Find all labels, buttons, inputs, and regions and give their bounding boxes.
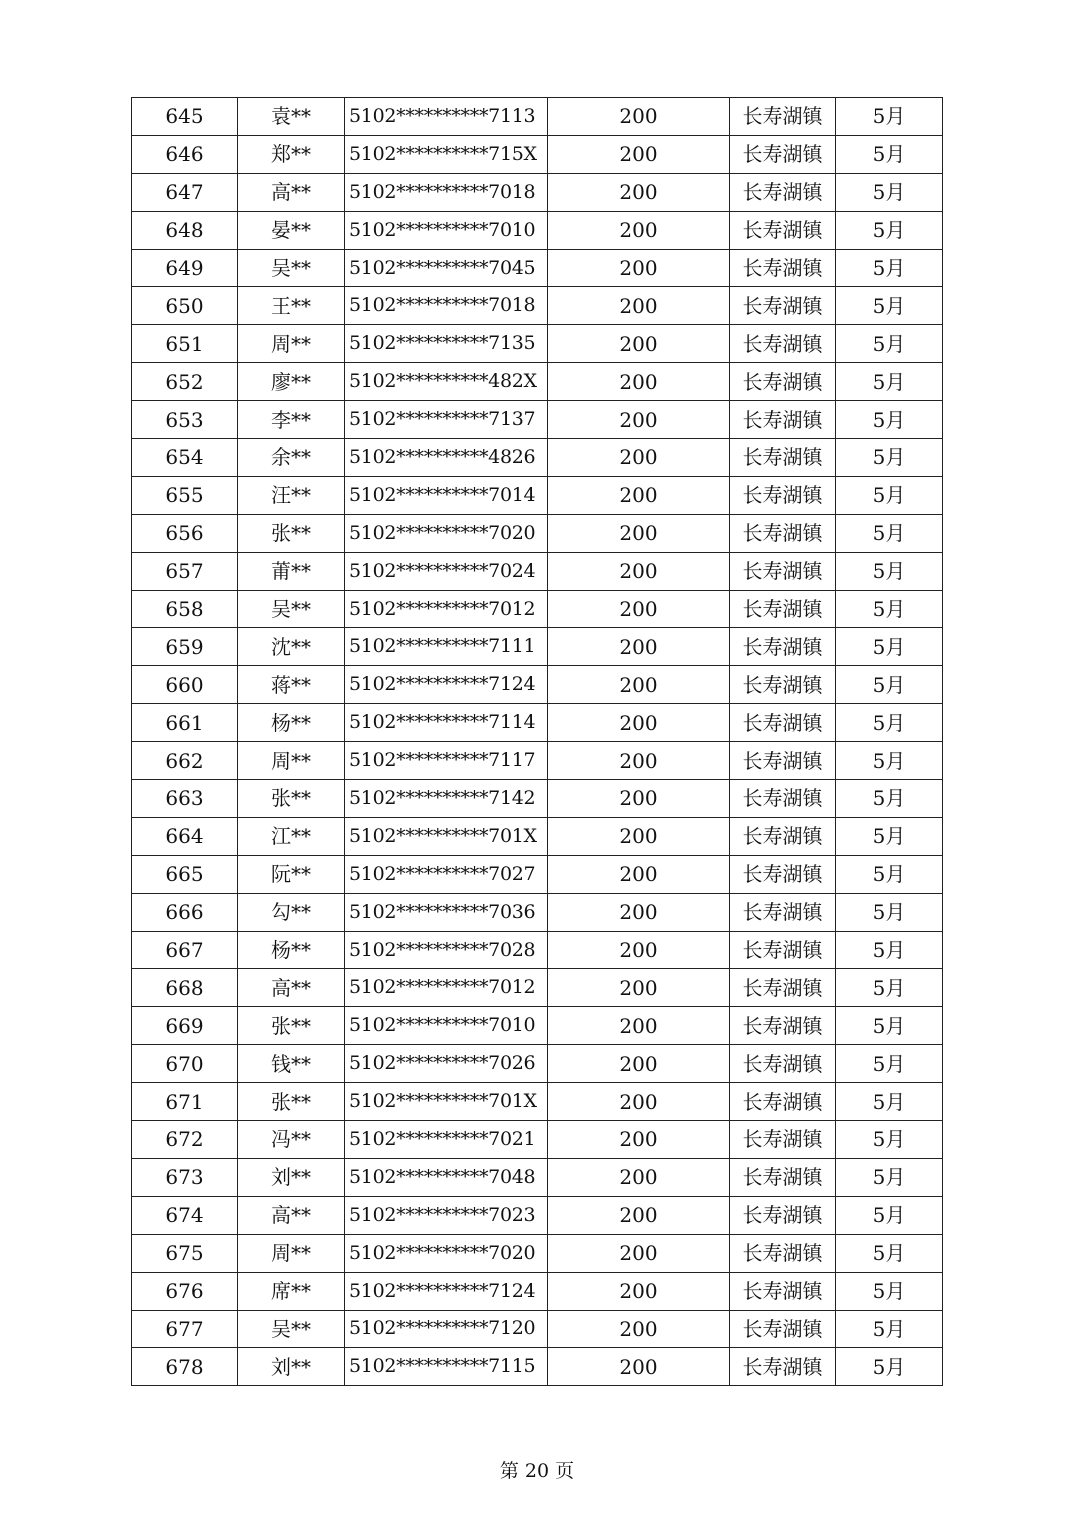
town-cell: 长寿湖镇 [730, 780, 836, 818]
table-row [132, 211, 943, 249]
table-row [132, 249, 943, 287]
amount-cell: 200 [548, 628, 730, 666]
table-row [132, 1158, 943, 1196]
table-row [132, 855, 943, 893]
name-cell: 周** [238, 742, 345, 780]
id-number-cell: 5102**********7045 [345, 249, 548, 287]
serial-number-cell: 668 [132, 969, 238, 1007]
table-row [132, 1234, 943, 1272]
table-row [132, 1310, 943, 1348]
name-cell: 刘** [238, 1158, 345, 1196]
table-row [132, 325, 943, 363]
month-cell: 5月 [836, 931, 943, 969]
id-number-cell: 5102**********7021 [345, 1121, 548, 1159]
id-number-cell: 5102**********7024 [345, 552, 548, 590]
month-cell: 5月 [836, 590, 943, 628]
month-cell: 5月 [836, 1272, 943, 1310]
town-cell: 长寿湖镇 [730, 211, 836, 249]
town-cell: 长寿湖镇 [730, 1083, 836, 1121]
amount-cell: 200 [548, 855, 730, 893]
month-cell: 5月 [836, 249, 943, 287]
amount-cell: 200 [548, 1158, 730, 1196]
serial-number-cell: 656 [132, 514, 238, 552]
town-cell: 长寿湖镇 [730, 666, 836, 704]
month-cell: 5月 [836, 135, 943, 173]
name-cell: 周** [238, 325, 345, 363]
table-row [132, 666, 943, 704]
town-cell: 长寿湖镇 [730, 552, 836, 590]
month-cell: 5月 [836, 855, 943, 893]
serial-number-cell: 662 [132, 742, 238, 780]
id-number-cell: 5102**********7115 [345, 1348, 548, 1386]
amount-cell: 200 [548, 931, 730, 969]
id-number-cell: 5102**********7048 [345, 1158, 548, 1196]
month-cell: 5月 [836, 893, 943, 931]
town-cell: 长寿湖镇 [730, 1348, 836, 1386]
month-cell: 5月 [836, 1310, 943, 1348]
table-row [132, 1272, 943, 1310]
id-number-cell: 5102**********7124 [345, 666, 548, 704]
page-footer-prefix: 第 [499, 1460, 519, 1482]
month-cell: 5月 [836, 1158, 943, 1196]
town-cell: 长寿湖镇 [730, 1045, 836, 1083]
town-cell: 长寿湖镇 [730, 98, 836, 136]
name-cell: 袁** [238, 98, 345, 136]
table-row [132, 552, 943, 590]
month-cell: 5月 [836, 552, 943, 590]
table-row [132, 742, 943, 780]
serial-number-cell: 645 [132, 98, 238, 136]
id-number-cell: 5102**********7020 [345, 514, 548, 552]
serial-number-cell: 659 [132, 628, 238, 666]
name-cell: 勾** [238, 893, 345, 931]
amount-cell: 200 [548, 476, 730, 514]
id-number-cell: 5102**********7018 [345, 287, 548, 325]
amount-cell: 200 [548, 363, 730, 401]
serial-number-cell: 654 [132, 439, 238, 477]
month-cell: 5月 [836, 817, 943, 855]
town-cell: 长寿湖镇 [730, 742, 836, 780]
month-cell: 5月 [836, 1083, 943, 1121]
serial-number-cell: 648 [132, 211, 238, 249]
town-cell: 长寿湖镇 [730, 1158, 836, 1196]
month-cell: 5月 [836, 211, 943, 249]
table-row [132, 931, 943, 969]
town-cell: 长寿湖镇 [730, 476, 836, 514]
month-cell: 5月 [836, 969, 943, 1007]
serial-number-cell: 666 [132, 893, 238, 931]
town-cell: 长寿湖镇 [730, 1310, 836, 1348]
serial-number-cell: 673 [132, 1158, 238, 1196]
name-cell: 莆** [238, 552, 345, 590]
table-row [132, 135, 943, 173]
name-cell: 张** [238, 1083, 345, 1121]
serial-number-cell: 652 [132, 363, 238, 401]
amount-cell: 200 [548, 1196, 730, 1234]
id-number-cell: 5102**********7014 [345, 476, 548, 514]
town-cell: 长寿湖镇 [730, 173, 836, 211]
month-cell: 5月 [836, 287, 943, 325]
table-row [132, 893, 943, 931]
table-row [132, 476, 943, 514]
serial-number-cell: 678 [132, 1348, 238, 1386]
town-cell: 长寿湖镇 [730, 590, 836, 628]
name-cell: 吴** [238, 1310, 345, 1348]
roster-table-body [132, 98, 943, 1386]
town-cell: 长寿湖镇 [730, 969, 836, 1007]
month-cell: 5月 [836, 173, 943, 211]
amount-cell: 200 [548, 514, 730, 552]
id-number-cell: 5102**********7020 [345, 1234, 548, 1272]
id-number-cell: 5102**********7117 [345, 742, 548, 780]
town-cell: 长寿湖镇 [730, 325, 836, 363]
table-row [132, 1121, 943, 1159]
table-row [132, 514, 943, 552]
table-row [132, 590, 943, 628]
id-number-cell: 5102**********7012 [345, 590, 548, 628]
amount-cell: 200 [548, 1310, 730, 1348]
amount-cell: 200 [548, 817, 730, 855]
name-cell: 钱** [238, 1045, 345, 1083]
amount-cell: 200 [548, 249, 730, 287]
amount-cell: 200 [548, 1348, 730, 1386]
serial-number-cell: 661 [132, 704, 238, 742]
id-number-cell: 5102**********7142 [345, 780, 548, 818]
serial-number-cell: 653 [132, 401, 238, 439]
id-number-cell: 5102**********7018 [345, 173, 548, 211]
id-number-cell: 5102**********482X [345, 363, 548, 401]
name-cell: 郑** [238, 135, 345, 173]
name-cell: 高** [238, 969, 345, 1007]
amount-cell: 200 [548, 1045, 730, 1083]
table-row [132, 363, 943, 401]
town-cell: 长寿湖镇 [730, 401, 836, 439]
amount-cell: 200 [548, 325, 730, 363]
table-row [132, 1348, 943, 1386]
name-cell: 高** [238, 1196, 345, 1234]
amount-cell: 200 [548, 173, 730, 211]
name-cell: 张** [238, 1007, 345, 1045]
amount-cell: 200 [548, 98, 730, 136]
amount-cell: 200 [548, 401, 730, 439]
amount-cell: 200 [548, 1007, 730, 1045]
name-cell: 杨** [238, 704, 345, 742]
name-cell: 蒋** [238, 666, 345, 704]
town-cell: 长寿湖镇 [730, 704, 836, 742]
name-cell: 阮** [238, 855, 345, 893]
serial-number-cell: 674 [132, 1196, 238, 1234]
amount-cell: 200 [548, 893, 730, 931]
town-cell: 长寿湖镇 [730, 287, 836, 325]
month-cell: 5月 [836, 704, 943, 742]
id-number-cell: 5102**********7120 [345, 1310, 548, 1348]
table-row [132, 817, 943, 855]
serial-number-cell: 663 [132, 780, 238, 818]
month-cell: 5月 [836, 363, 943, 401]
table-row [132, 173, 943, 211]
name-cell: 沈** [238, 628, 345, 666]
name-cell: 席** [238, 1272, 345, 1310]
table-row [132, 1196, 943, 1234]
month-cell: 5月 [836, 780, 943, 818]
page-footer-suffix: 页 [555, 1460, 575, 1482]
serial-number-cell: 676 [132, 1272, 238, 1310]
roster-table [131, 97, 943, 1386]
id-number-cell: 5102**********7012 [345, 969, 548, 1007]
month-cell: 5月 [836, 1121, 943, 1159]
name-cell: 高** [238, 173, 345, 211]
table-row [132, 401, 943, 439]
name-cell: 晏** [238, 211, 345, 249]
town-cell: 长寿湖镇 [730, 1196, 836, 1234]
serial-number-cell: 675 [132, 1234, 238, 1272]
amount-cell: 200 [548, 439, 730, 477]
month-cell: 5月 [836, 514, 943, 552]
name-cell: 刘** [238, 1348, 345, 1386]
amount-cell: 200 [548, 1234, 730, 1272]
page-footer [0, 1456, 1074, 1483]
id-number-cell: 5102**********7113 [345, 98, 548, 136]
town-cell: 长寿湖镇 [730, 249, 836, 287]
name-cell: 周** [238, 1234, 345, 1272]
serial-number-cell: 671 [132, 1083, 238, 1121]
serial-number-cell: 664 [132, 817, 238, 855]
table-row [132, 287, 943, 325]
table-row [132, 439, 943, 477]
month-cell: 5月 [836, 742, 943, 780]
table-row [132, 1083, 943, 1121]
name-cell: 余** [238, 439, 345, 477]
name-cell: 杨** [238, 931, 345, 969]
month-cell: 5月 [836, 476, 943, 514]
month-cell: 5月 [836, 325, 943, 363]
amount-cell: 200 [548, 742, 730, 780]
amount-cell: 200 [548, 704, 730, 742]
month-cell: 5月 [836, 401, 943, 439]
serial-number-cell: 667 [132, 931, 238, 969]
table-row [132, 98, 943, 136]
name-cell: 江** [238, 817, 345, 855]
name-cell: 王** [238, 287, 345, 325]
month-cell: 5月 [836, 666, 943, 704]
name-cell: 汪** [238, 476, 345, 514]
serial-number-cell: 657 [132, 552, 238, 590]
town-cell: 长寿湖镇 [730, 1007, 836, 1045]
serial-number-cell: 650 [132, 287, 238, 325]
town-cell: 长寿湖镇 [730, 363, 836, 401]
town-cell: 长寿湖镇 [730, 135, 836, 173]
name-cell: 廖** [238, 363, 345, 401]
table-row [132, 704, 943, 742]
amount-cell: 200 [548, 590, 730, 628]
serial-number-cell: 670 [132, 1045, 238, 1083]
id-number-cell: 5102**********4826 [345, 439, 548, 477]
table-row [132, 1007, 943, 1045]
town-cell: 长寿湖镇 [730, 855, 836, 893]
month-cell: 5月 [836, 1234, 943, 1272]
amount-cell: 200 [548, 1272, 730, 1310]
town-cell: 长寿湖镇 [730, 1272, 836, 1310]
id-number-cell: 5102**********7137 [345, 401, 548, 439]
page-number: 20 [524, 1460, 550, 1482]
id-number-cell: 5102**********7023 [345, 1196, 548, 1234]
id-number-cell: 5102**********7026 [345, 1045, 548, 1083]
serial-number-cell: 647 [132, 173, 238, 211]
serial-number-cell: 658 [132, 590, 238, 628]
amount-cell: 200 [548, 969, 730, 1007]
name-cell: 张** [238, 780, 345, 818]
month-cell: 5月 [836, 1045, 943, 1083]
name-cell: 吴** [238, 249, 345, 287]
id-number-cell: 5102**********7010 [345, 1007, 548, 1045]
serial-number-cell: 665 [132, 855, 238, 893]
town-cell: 长寿湖镇 [730, 439, 836, 477]
town-cell: 长寿湖镇 [730, 893, 836, 931]
id-number-cell: 5102**********7036 [345, 893, 548, 931]
amount-cell: 200 [548, 1121, 730, 1159]
id-number-cell: 5102**********7135 [345, 325, 548, 363]
month-cell: 5月 [836, 1348, 943, 1386]
table-row [132, 780, 943, 818]
id-number-cell: 5102**********7111 [345, 628, 548, 666]
table-row [132, 1045, 943, 1083]
serial-number-cell: 646 [132, 135, 238, 173]
id-number-cell: 5102**********7010 [345, 211, 548, 249]
month-cell: 5月 [836, 98, 943, 136]
id-number-cell: 5102**********7114 [345, 704, 548, 742]
month-cell: 5月 [836, 439, 943, 477]
month-cell: 5月 [836, 1196, 943, 1234]
serial-number-cell: 651 [132, 325, 238, 363]
id-number-cell: 5102**********715X [345, 135, 548, 173]
amount-cell: 200 [548, 780, 730, 818]
table-row [132, 628, 943, 666]
amount-cell: 200 [548, 135, 730, 173]
id-number-cell: 5102**********7124 [345, 1272, 548, 1310]
id-number-cell: 5102**********7027 [345, 855, 548, 893]
serial-number-cell: 672 [132, 1121, 238, 1159]
amount-cell: 200 [548, 1083, 730, 1121]
town-cell: 长寿湖镇 [730, 1234, 836, 1272]
amount-cell: 200 [548, 552, 730, 590]
serial-number-cell: 660 [132, 666, 238, 704]
name-cell: 张** [238, 514, 345, 552]
amount-cell: 200 [548, 211, 730, 249]
serial-number-cell: 655 [132, 476, 238, 514]
id-number-cell: 5102**********7028 [345, 931, 548, 969]
serial-number-cell: 669 [132, 1007, 238, 1045]
town-cell: 长寿湖镇 [730, 817, 836, 855]
town-cell: 长寿湖镇 [730, 931, 836, 969]
name-cell: 李** [238, 401, 345, 439]
town-cell: 长寿湖镇 [730, 514, 836, 552]
serial-number-cell: 649 [132, 249, 238, 287]
month-cell: 5月 [836, 628, 943, 666]
town-cell: 长寿湖镇 [730, 1121, 836, 1159]
table-row [132, 969, 943, 1007]
id-number-cell: 5102**********701X [345, 817, 548, 855]
month-cell: 5月 [836, 1007, 943, 1045]
amount-cell: 200 [548, 287, 730, 325]
serial-number-cell: 677 [132, 1310, 238, 1348]
amount-cell: 200 [548, 666, 730, 704]
town-cell: 长寿湖镇 [730, 628, 836, 666]
name-cell: 吴** [238, 590, 345, 628]
name-cell: 冯** [238, 1121, 345, 1159]
id-number-cell: 5102**********701X [345, 1083, 548, 1121]
